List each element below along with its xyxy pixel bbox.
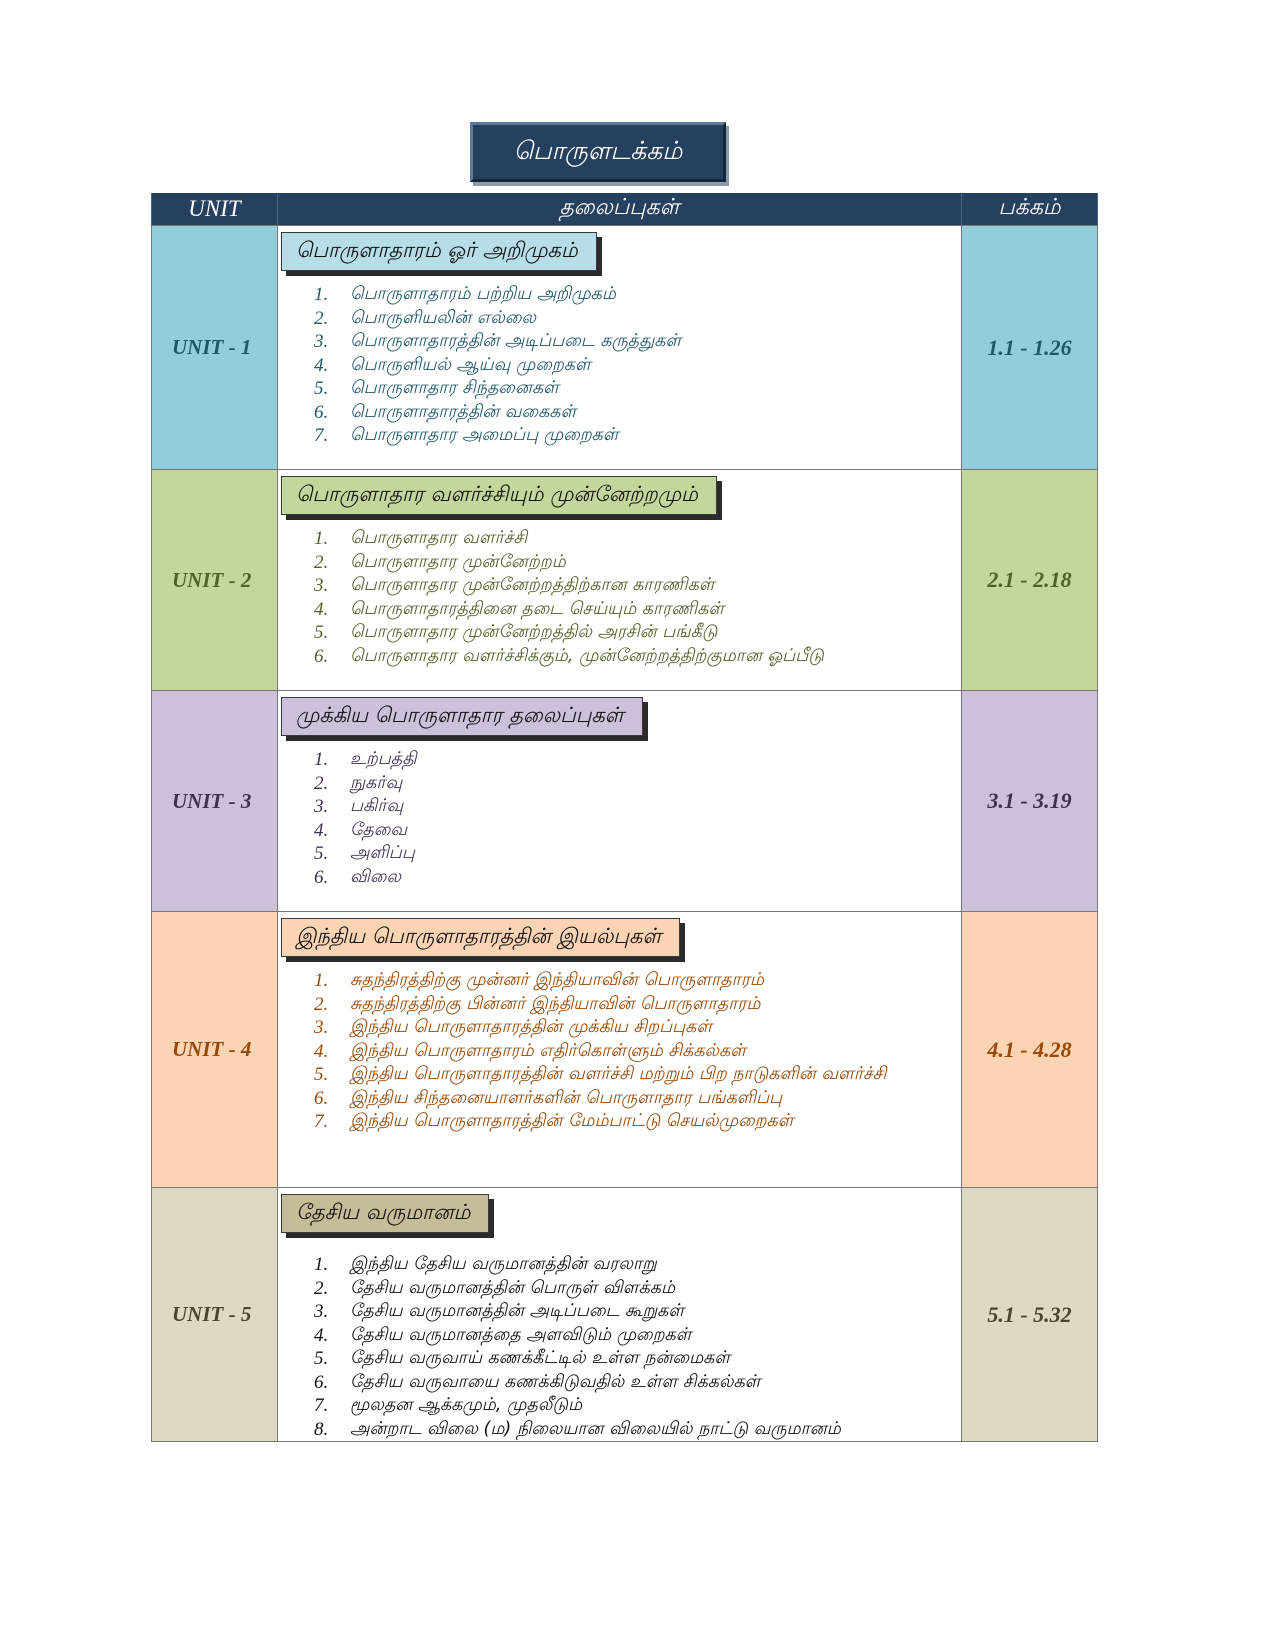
item-text: இந்திய பொருளாதாரத்தின் வளர்ச்சி மற்றும் பிற நாடுகளின் வளர்ச்சி — [350, 1064, 887, 1084]
item-text: அளிப்பு — [350, 843, 415, 863]
list-item — [314, 401, 961, 425]
page-range: 1.1 - 1.26 — [962, 226, 1098, 470]
list-item — [314, 283, 961, 307]
item-number: 3. — [314, 575, 329, 596]
list-item — [314, 1347, 961, 1371]
item-text: இந்திய தேசிய வருமானத்தின் வரலாறு — [350, 1254, 657, 1274]
page-range: 5.1 - 5.32 — [962, 1188, 1098, 1442]
item-number: 6. — [314, 1371, 329, 1393]
item-text: பொருளாதார முன்னேற்றத்தில் அரசின் பங்கீடு — [350, 622, 718, 642]
item-text: இந்திய பொருளாதாரம் எதிர்கொள்ளும் சிக்கல்கள் — [350, 1040, 747, 1061]
item-text: பொருளாதாரத்தினை தடை செய்யும் காரணிகள் — [350, 598, 725, 619]
list-item — [314, 1324, 961, 1348]
item-text: தேவை — [350, 819, 408, 840]
item-number: 1. — [314, 749, 329, 770]
item-text: இந்திய பொருளாதாரத்தின் மேம்பாட்டு செயல்முறைகள் — [350, 1111, 794, 1131]
item-text: பொருளாதார வளர்ச்சிக்கும், முன்னேற்றத்திற்குமான ஓப்பீடு — [350, 645, 824, 666]
list-item — [314, 621, 961, 645]
item-text: தேசிய வருவாய் கணக்கீட்டில் உள்ள நன்மைகள் — [350, 1348, 731, 1368]
item-text: உற்பத்தி — [350, 749, 417, 769]
item-number: 3. — [314, 1301, 329, 1322]
header-topics: தலைப்புகள் — [278, 193, 962, 226]
item-text: தேசிய வருவாயை கணக்கிடுவதில் உள்ள சிக்கல்கள் — [350, 1371, 761, 1392]
item-text: பொருளியல் ஆய்வு முறைகள் — [350, 354, 591, 375]
section-title: முக்கிய பொருளாதார தலைப்புகள் — [281, 697, 643, 736]
list-item — [314, 1063, 961, 1087]
list-item — [314, 1016, 961, 1040]
table-header-row — [152, 193, 1098, 226]
topic-list — [278, 283, 961, 448]
item-number: 5. — [314, 622, 329, 643]
item-text: தேசிய வருமானத்தின் பொருள் விளக்கம் — [350, 1277, 676, 1298]
item-number: 8. — [314, 1418, 329, 1440]
list-item — [314, 330, 961, 354]
unit-row — [152, 470, 1098, 691]
unit-label: UNIT - 3 — [152, 691, 278, 912]
unit-row — [152, 226, 1098, 470]
item-text: நுகர்வு — [350, 772, 403, 793]
list-item — [314, 574, 961, 598]
item-text: இந்திய சிந்தனையாளர்களின் பொருளாதார பங்களிப்பு — [350, 1087, 783, 1108]
item-number: 4. — [314, 354, 329, 376]
item-number: 4. — [314, 1324, 329, 1346]
item-text: சுதந்திரத்திற்கு பின்னர் இந்தியாவின் பொருளாதாரம் — [350, 993, 761, 1014]
item-text: பொருளாதாரத்தின் வகைகள் — [350, 401, 577, 422]
item-number: 2. — [314, 1277, 329, 1299]
contents-table — [151, 193, 1098, 1442]
list-item — [314, 1040, 961, 1064]
unit-topics — [278, 226, 962, 470]
list-item — [314, 551, 961, 575]
list-item — [314, 1087, 961, 1111]
section-title: பொருளாதார வளர்ச்சியும் முன்னேற்றமும் — [281, 476, 717, 515]
item-number: 1. — [314, 284, 329, 305]
topic-list — [278, 1253, 961, 1441]
page-range: 3.1 - 3.19 — [962, 691, 1098, 912]
item-number: 5. — [314, 1064, 329, 1085]
item-text: பகிர்வு — [350, 796, 404, 816]
item-text: பொருளாதாரத்தின் அடிப்படை கருத்துகள் — [350, 331, 682, 351]
unit-topics — [278, 912, 962, 1188]
item-number: 2. — [314, 772, 329, 794]
list-item — [314, 842, 961, 866]
section-title: இந்திய பொருளாதாரத்தின் இயல்புகள் — [281, 918, 680, 957]
item-number: 2. — [314, 307, 329, 329]
unit-topics — [278, 1188, 962, 1442]
list-item — [314, 795, 961, 819]
item-number: 4. — [314, 819, 329, 841]
item-number: 1. — [314, 970, 329, 991]
item-number: 7. — [314, 425, 329, 446]
list-item — [314, 645, 961, 669]
unit-label: UNIT - 2 — [152, 470, 278, 691]
item-number: 6. — [314, 645, 329, 667]
item-number: 1. — [314, 1254, 329, 1275]
list-item — [314, 1277, 961, 1301]
item-number: 6. — [314, 401, 329, 423]
unit-label: UNIT - 5 — [152, 1188, 278, 1442]
list-item — [314, 1394, 961, 1418]
list-item — [314, 1371, 961, 1395]
list-item — [314, 772, 961, 796]
list-item — [314, 1110, 961, 1134]
item-number: 1. — [314, 528, 329, 549]
list-item — [314, 307, 961, 331]
page-range: 4.1 - 4.28 — [962, 912, 1098, 1188]
list-item — [314, 748, 961, 772]
topic-list — [278, 748, 961, 889]
page-title: பொருளடக்கம் — [470, 122, 726, 182]
unit-label: UNIT - 1 — [152, 226, 278, 470]
topic-list — [278, 527, 961, 668]
list-item — [314, 377, 961, 401]
item-number: 5. — [314, 1348, 329, 1369]
item-number: 4. — [314, 1040, 329, 1062]
list-item — [314, 424, 961, 448]
item-number: 6. — [314, 1087, 329, 1109]
item-number: 7. — [314, 1111, 329, 1132]
item-number: 3. — [314, 331, 329, 352]
item-number: 3. — [314, 1017, 329, 1038]
item-text: பொருளாதார முன்னேற்றம் — [350, 551, 566, 572]
item-text: பொருளாதார வளர்ச்சி — [350, 528, 528, 548]
unit-row — [152, 691, 1098, 912]
list-item — [314, 354, 961, 378]
item-number: 6. — [314, 866, 329, 888]
item-number: 4. — [314, 598, 329, 620]
item-number: 2. — [314, 551, 329, 573]
list-item — [314, 1253, 961, 1277]
item-text: பொருளாதாரம் பற்றிய அறிமுகம் — [350, 284, 616, 304]
item-number: 3. — [314, 796, 329, 817]
list-item — [314, 969, 961, 993]
item-number: 2. — [314, 993, 329, 1015]
item-text: பொருளாதார சிந்தனைகள் — [350, 378, 559, 398]
item-text: பொருளியலின் எல்லை — [350, 307, 536, 328]
item-text: விலை — [350, 866, 401, 887]
unit-topics — [278, 470, 962, 691]
list-item — [314, 1300, 961, 1324]
item-text: தேசிய வருமானத்தின் அடிப்படை கூறுகள் — [350, 1301, 685, 1321]
unit-row — [152, 1188, 1098, 1442]
list-item — [314, 866, 961, 890]
section-title: தேசிய வருமானம் — [281, 1194, 489, 1233]
list-item — [314, 598, 961, 622]
item-number: 5. — [314, 843, 329, 864]
list-item — [314, 1418, 961, 1442]
unit-label: UNIT - 4 — [152, 912, 278, 1188]
item-text: சுதந்திரத்திற்கு முன்னர் இந்தியாவின் பொருளாதாரம் — [350, 970, 764, 990]
unit-row — [152, 912, 1098, 1188]
item-number: 5. — [314, 378, 329, 399]
item-text: அன்றாட விலை (ம) நிலையான விலையில் நாட்டு வருமானம் — [350, 1418, 841, 1439]
item-text: பொருளாதார அமைப்பு முறைகள் — [350, 425, 619, 445]
item-number: 7. — [314, 1395, 329, 1416]
list-item — [314, 527, 961, 551]
unit-topics — [278, 691, 962, 912]
item-text: இந்திய பொருளாதாரத்தின் முக்கிய சிறப்புகள் — [350, 1017, 713, 1037]
topic-list — [278, 969, 961, 1134]
item-text: மூலதன ஆக்கமும், முதலீடும் — [350, 1395, 583, 1415]
item-text: பொருளாதார முன்னேற்றத்திற்கான காரணிகள் — [350, 575, 715, 595]
page-range: 2.1 - 2.18 — [962, 470, 1098, 691]
list-item — [314, 993, 961, 1017]
item-text: தேசிய வருமானத்தை அளவிடும் முறைகள் — [350, 1324, 692, 1345]
header-page: பக்கம் — [962, 193, 1098, 226]
list-item — [314, 819, 961, 843]
header-unit: UNIT — [152, 193, 278, 226]
section-title: பொருளாதாரம் ஓர் அறிமுகம் — [281, 232, 597, 271]
